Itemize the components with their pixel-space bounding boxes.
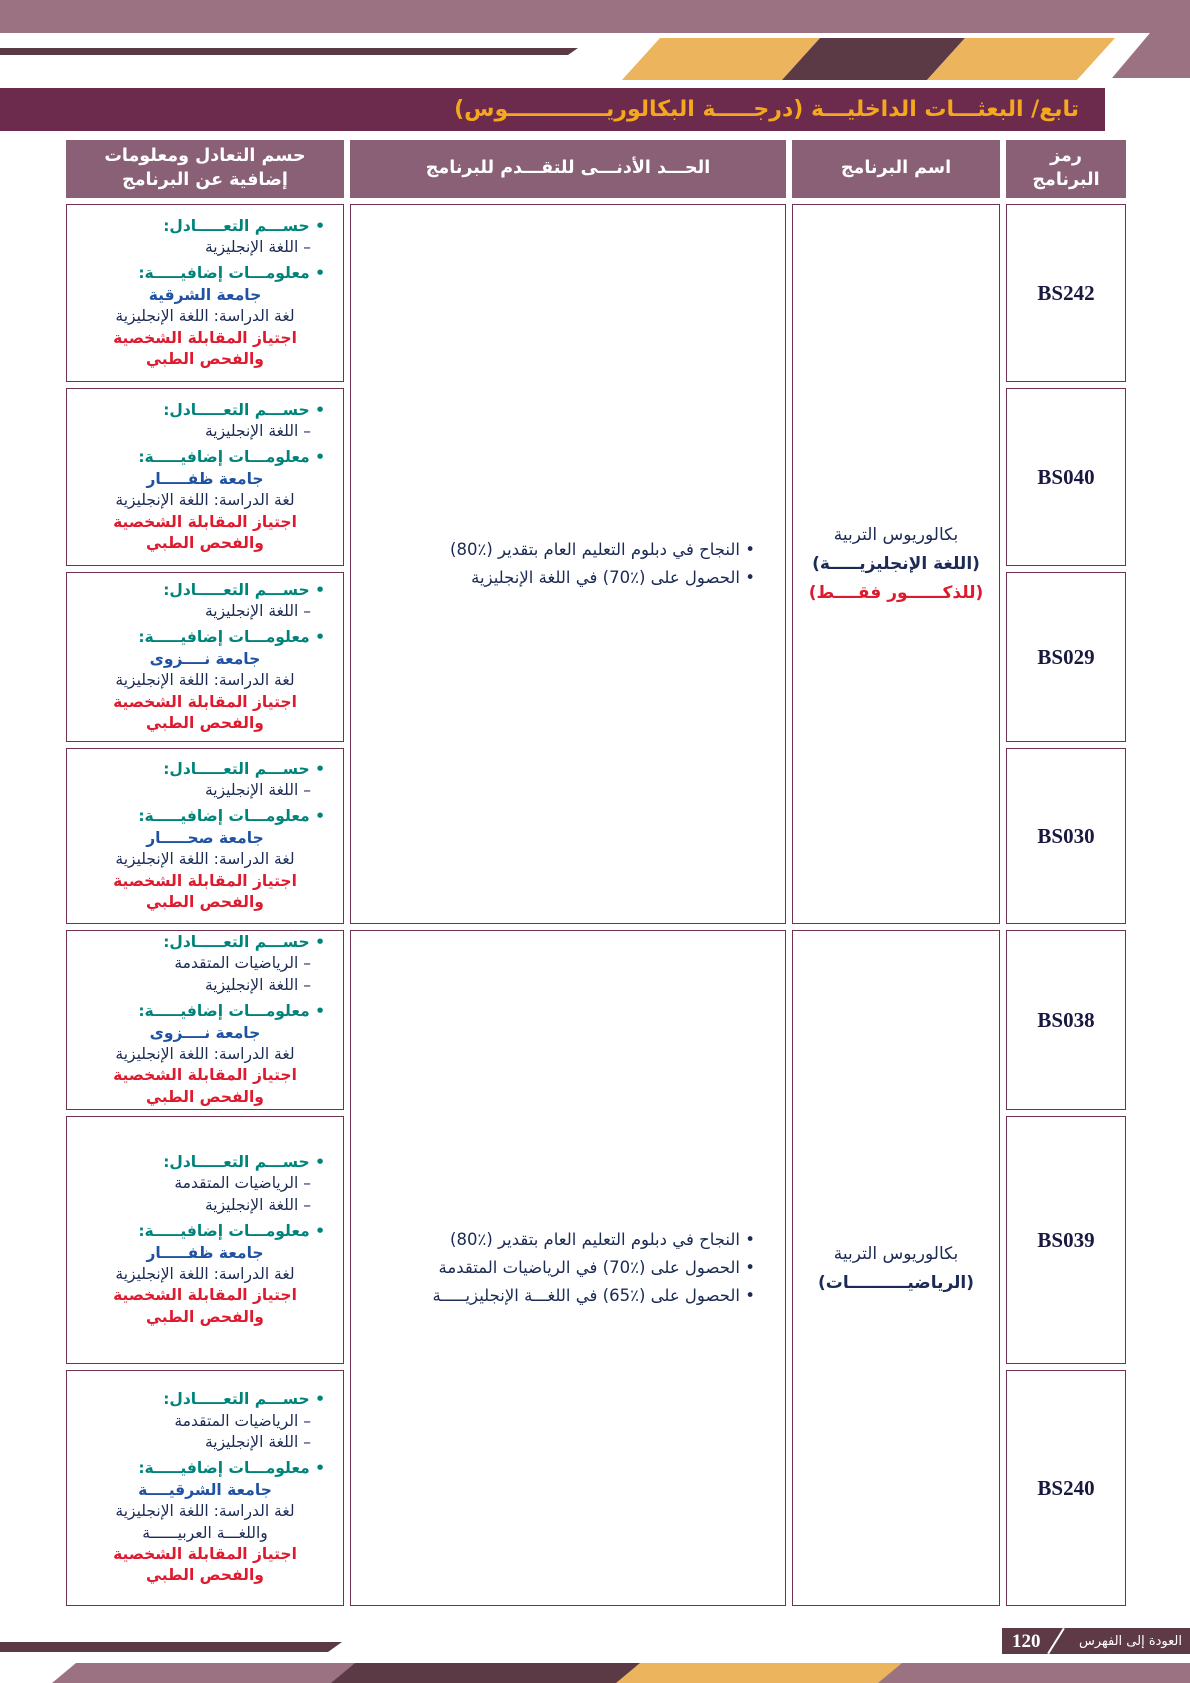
page-number: 120 — [1012, 1630, 1041, 1652]
program-code-cell — [1006, 572, 1126, 742]
requirement-item: • النجاح في دبلوم التعليم العام بتقدير (٪80) — [450, 540, 755, 560]
study-language: لغة الدراسة: اللغة الإنجليزية — [115, 1264, 295, 1283]
top-divider-line — [0, 48, 578, 55]
tiebreak-item: – الرياضيات المتقدمة — [174, 1174, 311, 1193]
program-name-cell — [792, 930, 1000, 1606]
requirement-item: • الحصول على (٪70) في الرياضيات المتقدمة — [438, 1258, 755, 1278]
pass-requirement: اجتياز المقابلة الشخصية — [113, 328, 297, 347]
pass-requirement: والفحص الطبي — [146, 892, 264, 911]
tiebreak-item: – اللغة الإنجليزية — [204, 1195, 311, 1214]
minimum-requirements-cell — [350, 930, 786, 1606]
tiebreak-label: • حســـم التعـــــادل: — [163, 759, 325, 778]
requirement-item: • الحصول على (٪70) في اللغة الإنجليزية — [471, 568, 755, 587]
additional-info-label: • معلومـــات إضافيـــــة: — [138, 628, 325, 647]
pass-requirement: اجتياز المقابلة الشخصية — [113, 1286, 297, 1305]
program-name-line: بكالوريوس التربية — [833, 1243, 959, 1264]
study-language: لغة الدراسة: اللغة الإنجليزية — [115, 850, 295, 869]
page-title: تابع/ البعثـــات الداخليـــة (درجـــــة البكالوريـــــــــــــوس) — [454, 97, 1079, 122]
header-program-name: اسم البرنامج — [792, 140, 1000, 198]
tiebreak-label: • حســـم التعـــــادل: — [163, 216, 325, 235]
additional-info-label: • معلومـــات إضافيـــــة: — [138, 264, 325, 283]
program-name-cell — [792, 204, 1000, 924]
program-code-cell — [1006, 930, 1126, 1110]
pass-requirement: والفحص الطبي — [146, 1566, 264, 1585]
program-code: BS029 — [1037, 644, 1095, 669]
study-language: لغة الدراسة: اللغة الإنجليزية — [115, 1044, 295, 1063]
university-name: جامعة ظفـــــار — [146, 1243, 264, 1262]
additional-info-label: • معلومـــات إضافيـــــة: — [138, 1222, 325, 1241]
study-language: واللغـــة العربيــــــة — [142, 1523, 268, 1542]
study-language: لغة الدراسة: اللغة الإنجليزية — [115, 491, 295, 510]
program-code-cell — [1006, 388, 1126, 566]
pass-requirement: اجتياز المقابلة الشخصية — [113, 871, 297, 890]
tiebreak-info-cell — [66, 204, 344, 382]
program-code-cell — [1006, 748, 1126, 924]
pass-requirement: اجتياز المقابلة الشخصية — [113, 1066, 297, 1085]
university-name: جامعة صحـــــار — [146, 828, 264, 847]
program-code-cell — [1006, 1370, 1126, 1606]
program-name-line: بكالوريوس التربية — [833, 525, 959, 545]
study-language: لغة الدراسة: اللغة الإنجليزية — [115, 1502, 295, 1521]
requirement-item: • الحصول على (٪65) في اللغـــة الإنجليزيـــــة — [432, 1285, 755, 1305]
header-tiebreak-info: حسم التعادل ومعلومات إضافية عن البرنامج — [66, 140, 344, 198]
pass-requirement: والفحص الطبي — [146, 713, 264, 732]
tiebreak-item: – اللغة الإنجليزية — [204, 602, 311, 621]
additional-info-label: • معلومـــات إضافيـــــة: — [138, 1002, 325, 1021]
tiebreak-label: • حســـم التعـــــادل: — [163, 933, 325, 951]
header-program-code: رمز البرنامج — [1006, 140, 1126, 198]
tiebreak-info-cell — [66, 1116, 344, 1364]
ribbon-gold-right — [0, 38, 1190, 80]
additional-info-label: • معلومـــات إضافيـــــة: — [138, 807, 325, 826]
university-name: جامعة ظفـــــار — [146, 469, 264, 488]
footer-bar — [1002, 1628, 1190, 1654]
tiebreak-info-cell — [66, 748, 344, 924]
university-name: جامعة الشرقيــــة — [138, 1480, 272, 1499]
tiebreak-info-cell — [66, 572, 344, 742]
tiebreak-label: • حســـم التعـــــادل: — [163, 1153, 325, 1171]
program-code: BS030 — [1037, 823, 1095, 848]
tiebreak-item: – اللغة الإنجليزية — [204, 1433, 311, 1452]
pass-requirement: والفحص الطبي — [146, 1087, 264, 1106]
program-code-cell — [1006, 1116, 1126, 1364]
program-name-specialty: (الرياضيــــــــــات) — [817, 1272, 975, 1293]
tiebreak-item: – اللغة الإنجليزية — [204, 422, 311, 441]
study-language: لغة الدراسة: اللغة الإنجليزية — [115, 307, 295, 326]
pass-requirement: والفحص الطبي — [146, 533, 264, 552]
footer-divider-line — [0, 1642, 342, 1652]
tiebreak-label: • حســـم التعـــــادل: — [163, 580, 325, 599]
minimum-requirements-cell — [350, 204, 786, 924]
program-code: BS242 — [1037, 280, 1095, 305]
section-title-bar — [0, 88, 1105, 131]
program-name-specialty: (اللغة الإنجليزيـــــة) — [812, 554, 980, 574]
back-to-index-link[interactable]: العودة إلى الفهرس — [1078, 1633, 1182, 1649]
program-name-restriction: (للذكــــــور فقــــط) — [808, 583, 984, 603]
footer-slash-divider — [1047, 1628, 1065, 1655]
pass-requirement: والفحص الطبي — [146, 1307, 264, 1326]
pass-requirement: والفحص الطبي — [146, 349, 264, 368]
pass-requirement: اجتياز المقابلة الشخصية — [113, 1544, 297, 1563]
programs-table — [66, 140, 1126, 1606]
program-code: BS240 — [1037, 1475, 1095, 1500]
tiebreak-item: – اللغة الإنجليزية — [204, 975, 311, 994]
pass-requirement: اجتياز المقابلة الشخصية — [113, 692, 297, 711]
tiebreak-item: – اللغة الإنجليزية — [204, 781, 311, 800]
top-banner-band — [0, 0, 1190, 33]
tiebreak-info-cell — [66, 930, 344, 1110]
university-name: جامعة الشرقية — [148, 285, 262, 304]
tiebreak-info-cell — [66, 388, 344, 566]
program-code: BS040 — [1037, 464, 1095, 489]
tiebreak-item: – الرياضيات المتقدمة — [174, 1411, 311, 1430]
tiebreak-info-cell — [66, 1370, 344, 1606]
additional-info-label: • معلومـــات إضافيـــــة: — [138, 448, 325, 467]
program-code: BS038 — [1037, 1007, 1095, 1032]
tiebreak-item: – اللغة الإنجليزية — [204, 238, 311, 257]
study-language: لغة الدراسة: اللغة الإنجليزية — [115, 671, 295, 690]
program-code: BS039 — [1037, 1227, 1095, 1252]
university-name: جامعة نــــزوى — [149, 649, 261, 668]
program-code-cell — [1006, 204, 1126, 382]
tiebreak-label: • حســـم التعـــــادل: — [163, 400, 325, 419]
pass-requirement: اجتياز المقابلة الشخصية — [113, 512, 297, 531]
tiebreak-label: • حســـم التعـــــادل: — [163, 1390, 325, 1409]
header-minimum-requirements: الحـــد الأدنـــى للتقـــدم للبرنامج — [350, 140, 786, 198]
tiebreak-item: – الرياضيات المتقدمة — [174, 954, 311, 973]
additional-info-label: • معلومـــات إضافيـــــة: — [138, 1459, 325, 1478]
university-name: جامعة نــــزوى — [149, 1023, 261, 1042]
requirement-item: • النجاح في دبلوم التعليم العام بتقدير (٪80) — [450, 1230, 755, 1250]
